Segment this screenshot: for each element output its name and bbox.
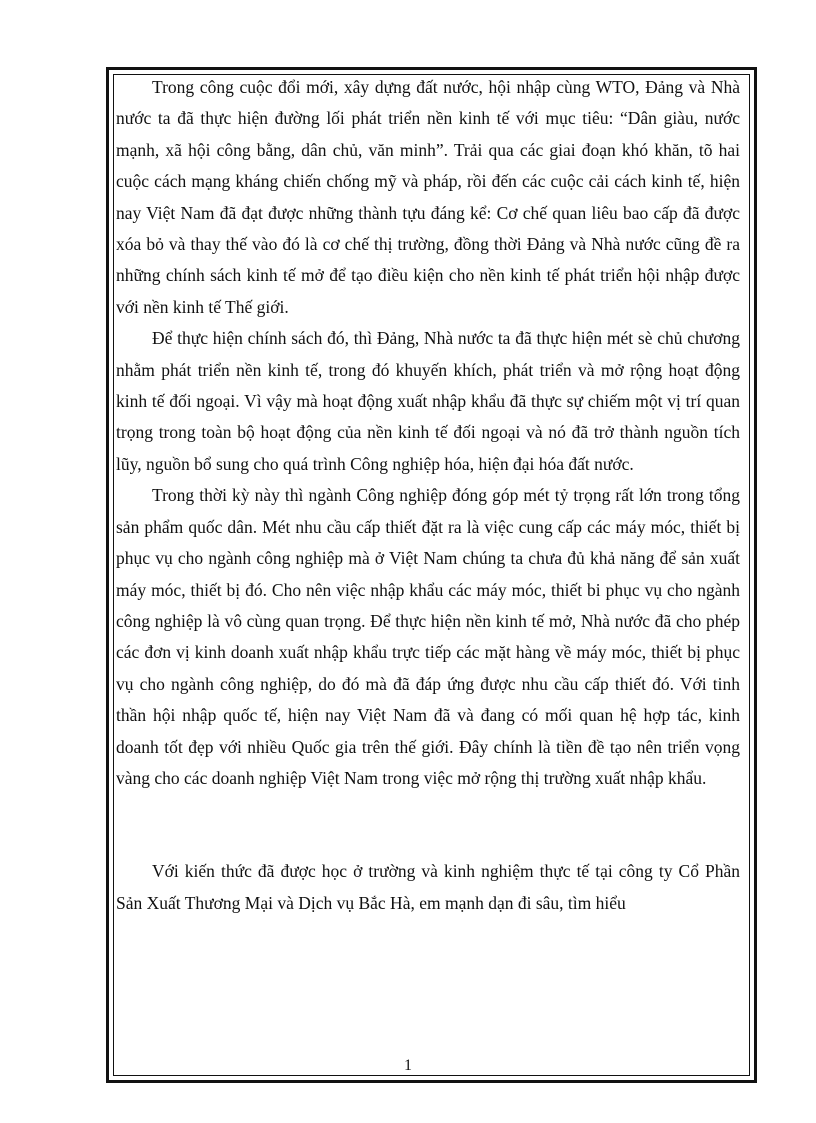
document-body xyxy=(116,72,740,919)
blank-space xyxy=(116,794,740,856)
paragraph-4: Với kiến thức đã được học ở trường và kinh nghiệm thực tế tại công ty Cổ Phần Sản Xuất Thương Mại và Dịch vụ Bắc Hà, em mạnh dạn đi sâu, tìm hiểu xyxy=(116,861,740,913)
page-number: 1 xyxy=(404,1057,412,1074)
paragraph-3: Trong thời kỳ này thì ngành Công nghiệp đóng góp mét tỷ trọng rất lớn trong tổng sản phẩm quốc dân. Mét nhu cầu cấp thiết đặt ra là việc cung cấp các máy móc, thiết bị phục vụ cho ngành công nghiệp mà ở Việt Nam chúng ta chưa đủ khả năng để sản xuất máy móc, thiết bị đó. Cho nên việc nhập khẩu các máy móc, thiết bi phục vụ cho ngành công nghiệp là vô cùng quan trọng. Để thực hiện nền kinh tế mở, Nhà nước đã cho phép các đơn vị kinh doanh xuất nhập khẩu trực tiếp các mặt hàng về máy móc, thiết bị phục vụ cho ngành công nghiệp, do đó mà đã đáp ứng được nhu cầu cấp thiết đó. Với tinh thần hội nhập quốc tế, hiện nay Việt Nam đã và đang có mối quan hệ hợp tác, kinh doanh tốt đẹp với nhiều Quốc gia trên thế giới. Đây chính là tiền đề tạo nên triển vọng vàng cho các doanh nghiệp Việt Nam trong việc mở rộng thị trường xuất nhập khẩu. xyxy=(116,485,740,788)
paragraph-1: Trong công cuộc đổi mới, xây dựng đất nước, hội nhập cùng WTO, Đảng và Nhà nước ta đã thực hiện đường lối phát triển nền kinh tế với mục tiêu: “Dân giàu, nước mạnh, xã hội công bằng, dân chủ, văn minh”. Trải qua các giai đoạn khó khăn, tõ hai cuộc cách mạng kháng chiến chống mỹ và pháp, rồi đến các cuộc cải cách kinh tế, hiện nay Việt Nam đã đạt được những thành tựu đáng kể: Cơ chế quan liêu bao cấp đã được xóa bỏ và thay thế vào đó là cơ chế thị trường, đồng thời Đảng và Nhà nước cũng đề ra những chính sách kinh tế mở để tạo điều kiện cho nền kinh tế phát triển hội nhập được với nền kinh tế Thế giới. xyxy=(116,77,740,317)
paragraph-2: Để thực hiện chính sách đó, thì Đảng, Nhà nước ta đã thực hiện mét sè chủ chương nhằm phát triển nền kinh tế, trong đó khuyến khích, phát triển và mở rộng hoạt động kinh tế đối ngoại. Vì vậy mà hoạt động xuất nhập khẩu đã thực sự chiếm một vị trí quan trọng trong toàn bộ hoạt động của nền kinh tế đối ngoại và nó đã trở thành nguồn tích lũy, nguồn bổ sung cho quá trình Công nghiệp hóa, hiện đại hóa đất nước. xyxy=(116,328,740,474)
